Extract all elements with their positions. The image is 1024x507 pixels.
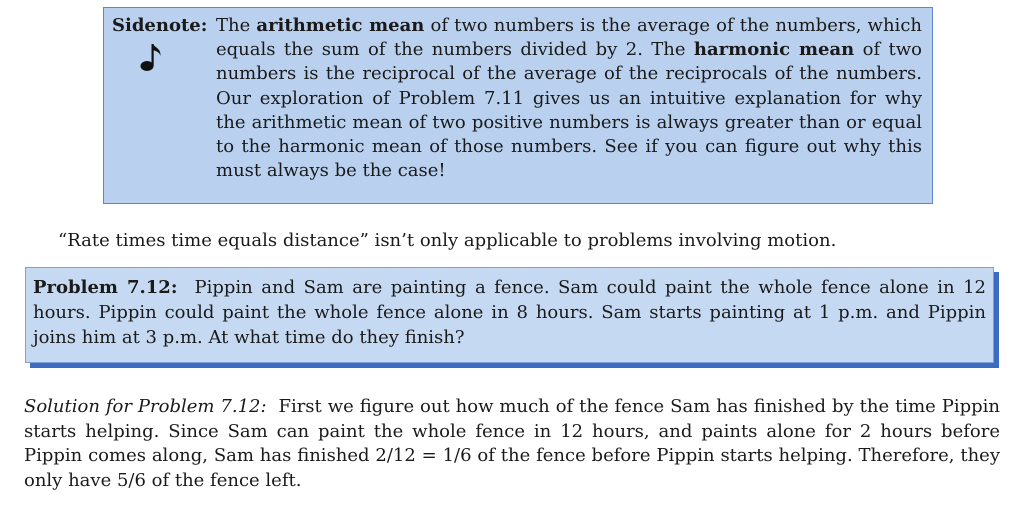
solution-paragraph xyxy=(24,395,1000,493)
sidenote-text-part: of two numbers is the average of the numbers, which equals the sum of the numbers divided by 2. The xyxy=(216,15,922,61)
problem-text-block xyxy=(33,275,986,350)
problem-label: Problem 7.12: xyxy=(33,277,178,298)
term-harmonic-mean: harmonic mean xyxy=(693,39,855,61)
sidenote-box xyxy=(103,7,933,204)
problem-statement: Pippin and Sam are painting a fence. Sam could paint the whole fence alone in 12 hours. Pippin could paint the whole fence alone in 8 hours. Sam starts painting at 1 p.m. and Pippin joins him at 3 p.m. At what time do they finish? xyxy=(33,277,986,348)
sidenote-label: Sidenote: xyxy=(112,15,208,36)
sidenote-text-part: of two numbers is the reciprocal of the average of the reciprocals of the numbers. Our exploration of Problem 7.11 gives us an intuitive explanation for why the arithmetic mean of two positive numbers is always greater than or equal to the harmonic mean of those numbers. See if you can figure out why this must always be the case! xyxy=(216,39,922,182)
sidenote-text xyxy=(216,14,922,183)
sidenote-text-part: The xyxy=(216,15,257,36)
music-note-icon xyxy=(140,42,162,72)
solution-label: Solution for Problem 7.12: xyxy=(24,396,267,417)
term-arithmetic-mean: arithmetic mean xyxy=(256,15,425,36)
rate-sentence: “Rate times time equals distance” isn’t only applicable to problems involving motion. xyxy=(58,230,837,251)
problem-box xyxy=(25,267,994,363)
solution-text: First we figure out how much of the fence Sam has finished by the time Pippin starts helping. Since Sam can paint the whole fence in 12 hours, and paints alone for 2 hours before Pippin comes along, Sam has finished 2/12 = 1/6 of the fence before Pippin starts helping. Therefore, they only have 5/6 of the fence left. xyxy=(24,396,1000,491)
